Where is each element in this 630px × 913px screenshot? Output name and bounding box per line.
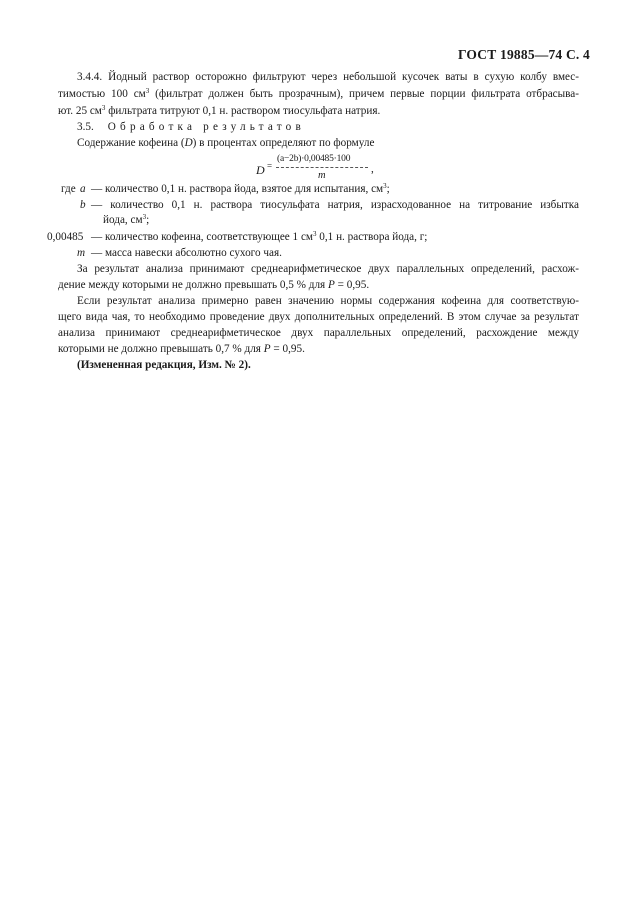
result-para2-line4: которыми не должно превышать 0,7 % для P = 0,95.: [58, 343, 305, 355]
result-para2-line1: Если результат анализа примерно равен значению нормы содержания кофеина для соответствую-: [77, 295, 579, 307]
section-35-number: 3.5.: [77, 121, 94, 133]
definition-where: где: [61, 183, 76, 195]
section-35-heading: [77, 119, 305, 135]
definition-c-symbol: 0,00485: [47, 231, 84, 243]
formula-eq: =: [267, 161, 273, 171]
page-header: ГОСТ 19885—74 С. 4: [457, 47, 590, 62]
section-344-line2: тимостью 100 $см^3$ (фильтрат должен быть прозрачным), причем первые порции фильтрата отбрасыва-: [58, 87, 579, 100]
section-344-line1: 3.4.4. Йодный раствор осторожно фильтруют через небольшой кусочек ваты в сухую колбу вмес-: [77, 71, 579, 83]
result-para1-line2: дение между которыми не должно превышать 0,5 % для P = 0,95.: [58, 279, 370, 291]
definition-b-text2: йода, $см^3$;: [103, 213, 150, 226]
definition-a-text: — количество 0,1 н. раствора йода, взятое для испытания, $см^3$;: [91, 182, 390, 195]
result-para1-line1: За результат анализа принимают среднеарифметическое двух параллельных определений, расхож-: [77, 263, 579, 275]
formula-trailing: ,: [371, 163, 374, 175]
result-para2-line2: щего вида чая, то необходимо проведение двух дополнительных определений. В этом случае за результат: [58, 311, 579, 323]
definition-m-symbol: m: [77, 247, 86, 259]
result-para2-line3: анализа принимают среднеарифметическое двух параллельных определений, расхождение между: [58, 327, 579, 339]
section-344-line3: ют. 25 $см^3$ фильтрата титруют 0,1 н. раствором тиосульфата натрия.: [58, 104, 381, 117]
formula-numerator: (a−2b)·0,00485·100: [277, 154, 351, 164]
amendment-note: (Измененная редакция, Изм. № 2).: [77, 359, 251, 371]
formula-denominator: m: [318, 170, 326, 181]
definition-b-symbol: b: [80, 199, 86, 211]
definition-m-text: — масса навески абсолютно сухого чая.: [91, 247, 282, 259]
definition-b-text1: — количество 0,1 н. раствора тиосульфата натрия, израсходованное на титрование избытка: [91, 199, 579, 211]
definition-c-text: — количество кофеина, соответствующее 1 $см^3$ 0,1 н. раствора йода, г;: [91, 230, 428, 243]
formula-fraction-bar: [276, 167, 368, 168]
section-35-intro: Содержание кофеина (D) в процентах определяют по формуле: [77, 137, 375, 149]
definition-a-symbol: a: [80, 183, 86, 195]
section-35-title: Обработка результатов: [107, 121, 305, 133]
formula-lhs: D: [256, 163, 265, 177]
